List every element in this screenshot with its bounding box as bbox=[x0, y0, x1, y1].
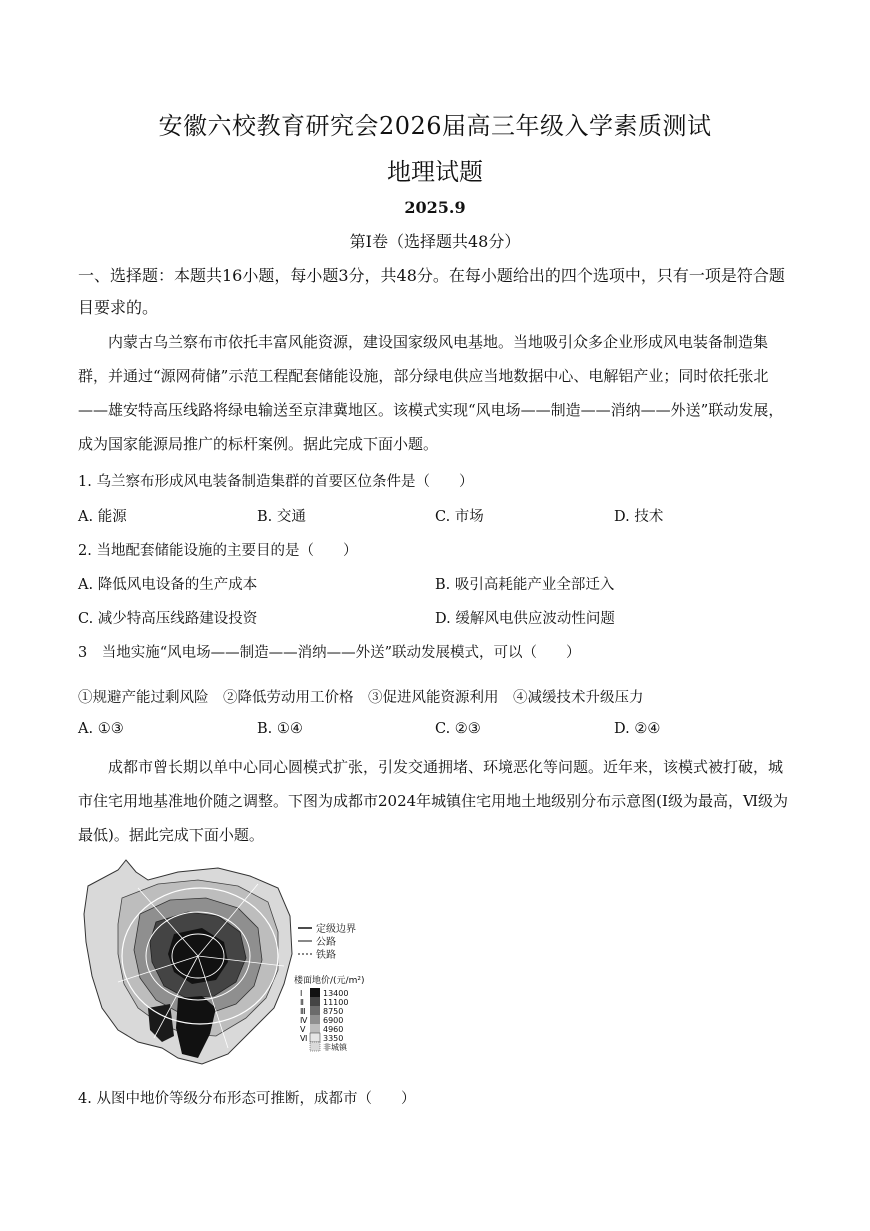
option-a[interactable]: A. 能源 bbox=[78, 509, 127, 525]
svg-text:4960: 4960 bbox=[323, 1025, 344, 1034]
legend-levels bbox=[294, 974, 364, 1052]
question-3-statements: ①规避产能过剩风险 ②降低劳动用工价格 ③促进风能资源利用 ④减缓技术升级压力 bbox=[78, 690, 644, 706]
option-a[interactable]: A. ①③ bbox=[78, 721, 124, 737]
option-c[interactable]: C. 市场 bbox=[435, 509, 484, 525]
option-c[interactable]: C. 减少特高压线路建设投资 bbox=[78, 611, 258, 627]
option-b[interactable]: B. 吸引高耗能产业全部迁入 bbox=[435, 577, 615, 593]
question-3-stem: 3 当地实施“风电场——制造——消纳——外送”联动发展模式，可以（ ） bbox=[78, 645, 581, 661]
svg-text:Ⅲ: Ⅲ bbox=[300, 1007, 306, 1016]
chengdu-land-price-map bbox=[78, 858, 390, 1070]
question-1-stem: 1. 乌兰察布形成风电装备制造集群的首要区位条件是（ ） bbox=[78, 474, 474, 490]
option-a[interactable]: A. 降低风电设备的生产成本 bbox=[78, 577, 258, 593]
legend-boundary: 定级边界 bbox=[316, 924, 356, 935]
legend-highway: 公路 bbox=[316, 937, 336, 948]
section-instructions: 一、选择题：本题共16小题，每小题3分，共48分。在每小题给出的四个选项中，只有一项是符合题目要求的。 bbox=[78, 266, 785, 317]
svg-text:Ⅴ: Ⅴ bbox=[300, 1025, 306, 1034]
svg-text:Ⅵ: Ⅵ bbox=[300, 1034, 308, 1043]
question-2-options-row2 bbox=[78, 607, 794, 631]
svg-text:13400: 13400 bbox=[323, 989, 349, 998]
option-d[interactable]: D. 缓解风电供应波动性问题 bbox=[435, 611, 615, 627]
passage-chengdu: 成都市曾长期以单中心同心圆模式扩张，引发交通拥堵、环境恶化等问题。近年来，该模式被打破，城市住宅用地基准地价随之调整。下图为成都市2024年城镇住宅用地土地级别分布示意图(Ⅰ级为最高，Ⅵ级为最低)。据此完成下面小题。 bbox=[78, 758, 789, 844]
svg-text:8750: 8750 bbox=[323, 1007, 344, 1016]
svg-text:3350: 3350 bbox=[323, 1034, 344, 1043]
option-d[interactable]: D. 技术 bbox=[614, 509, 664, 525]
svg-text:Ⅰ: Ⅰ bbox=[300, 989, 303, 998]
exam-date: 2025.9 bbox=[404, 198, 466, 217]
question-2-stem: 2. 当地配套储能设施的主要目的是（ ） bbox=[78, 543, 358, 559]
volume-heading: 第Ⅰ卷（选择题共48分） bbox=[349, 232, 521, 251]
option-c[interactable]: C. ②③ bbox=[435, 721, 481, 737]
option-b[interactable]: B. 交通 bbox=[257, 509, 306, 525]
svg-text:11100: 11100 bbox=[323, 998, 349, 1007]
question-4-stem: 4. 从图中地价等级分布形态可推断，成都市（ ） bbox=[78, 1091, 416, 1107]
subject-title: 地理试题 bbox=[387, 158, 483, 186]
option-b[interactable]: B. ①④ bbox=[257, 721, 303, 737]
exam-title: 安徽六校教育研究会2026届高三年级入学素质测试 bbox=[158, 112, 712, 140]
legend-lines bbox=[298, 922, 356, 961]
svg-text:非城镇: 非城镇 bbox=[323, 1043, 347, 1052]
svg-text:Ⅳ: Ⅳ bbox=[300, 1016, 308, 1025]
legend-title: 楼面地价/(元/m²) bbox=[294, 976, 365, 986]
question-1-options bbox=[78, 505, 794, 529]
question-3-options bbox=[78, 721, 794, 745]
option-d[interactable]: D. ②④ bbox=[614, 721, 661, 737]
svg-text:6900: 6900 bbox=[323, 1016, 344, 1025]
svg-text:Ⅱ: Ⅱ bbox=[300, 998, 304, 1007]
passage-wind-power: 内蒙古乌兰察布市依托丰富风能资源，建设国家级风电基地。当地吸引众多企业形成风电装备制造集群，并通过“源网荷储”示范工程配套储能设施，部分绿电供应当地数据中心、电解铝产业；同时依托张北——雄安特高压线路将绿电输送至京津冀地区。该模式实现“风电场——制造——消纳——外送”联动发展，成为国家能源局推广的标杆案例。据此完成下面小题。 bbox=[78, 333, 784, 453]
legend-railway: 铁路 bbox=[316, 950, 336, 961]
question-2-options-row1 bbox=[78, 573, 794, 597]
